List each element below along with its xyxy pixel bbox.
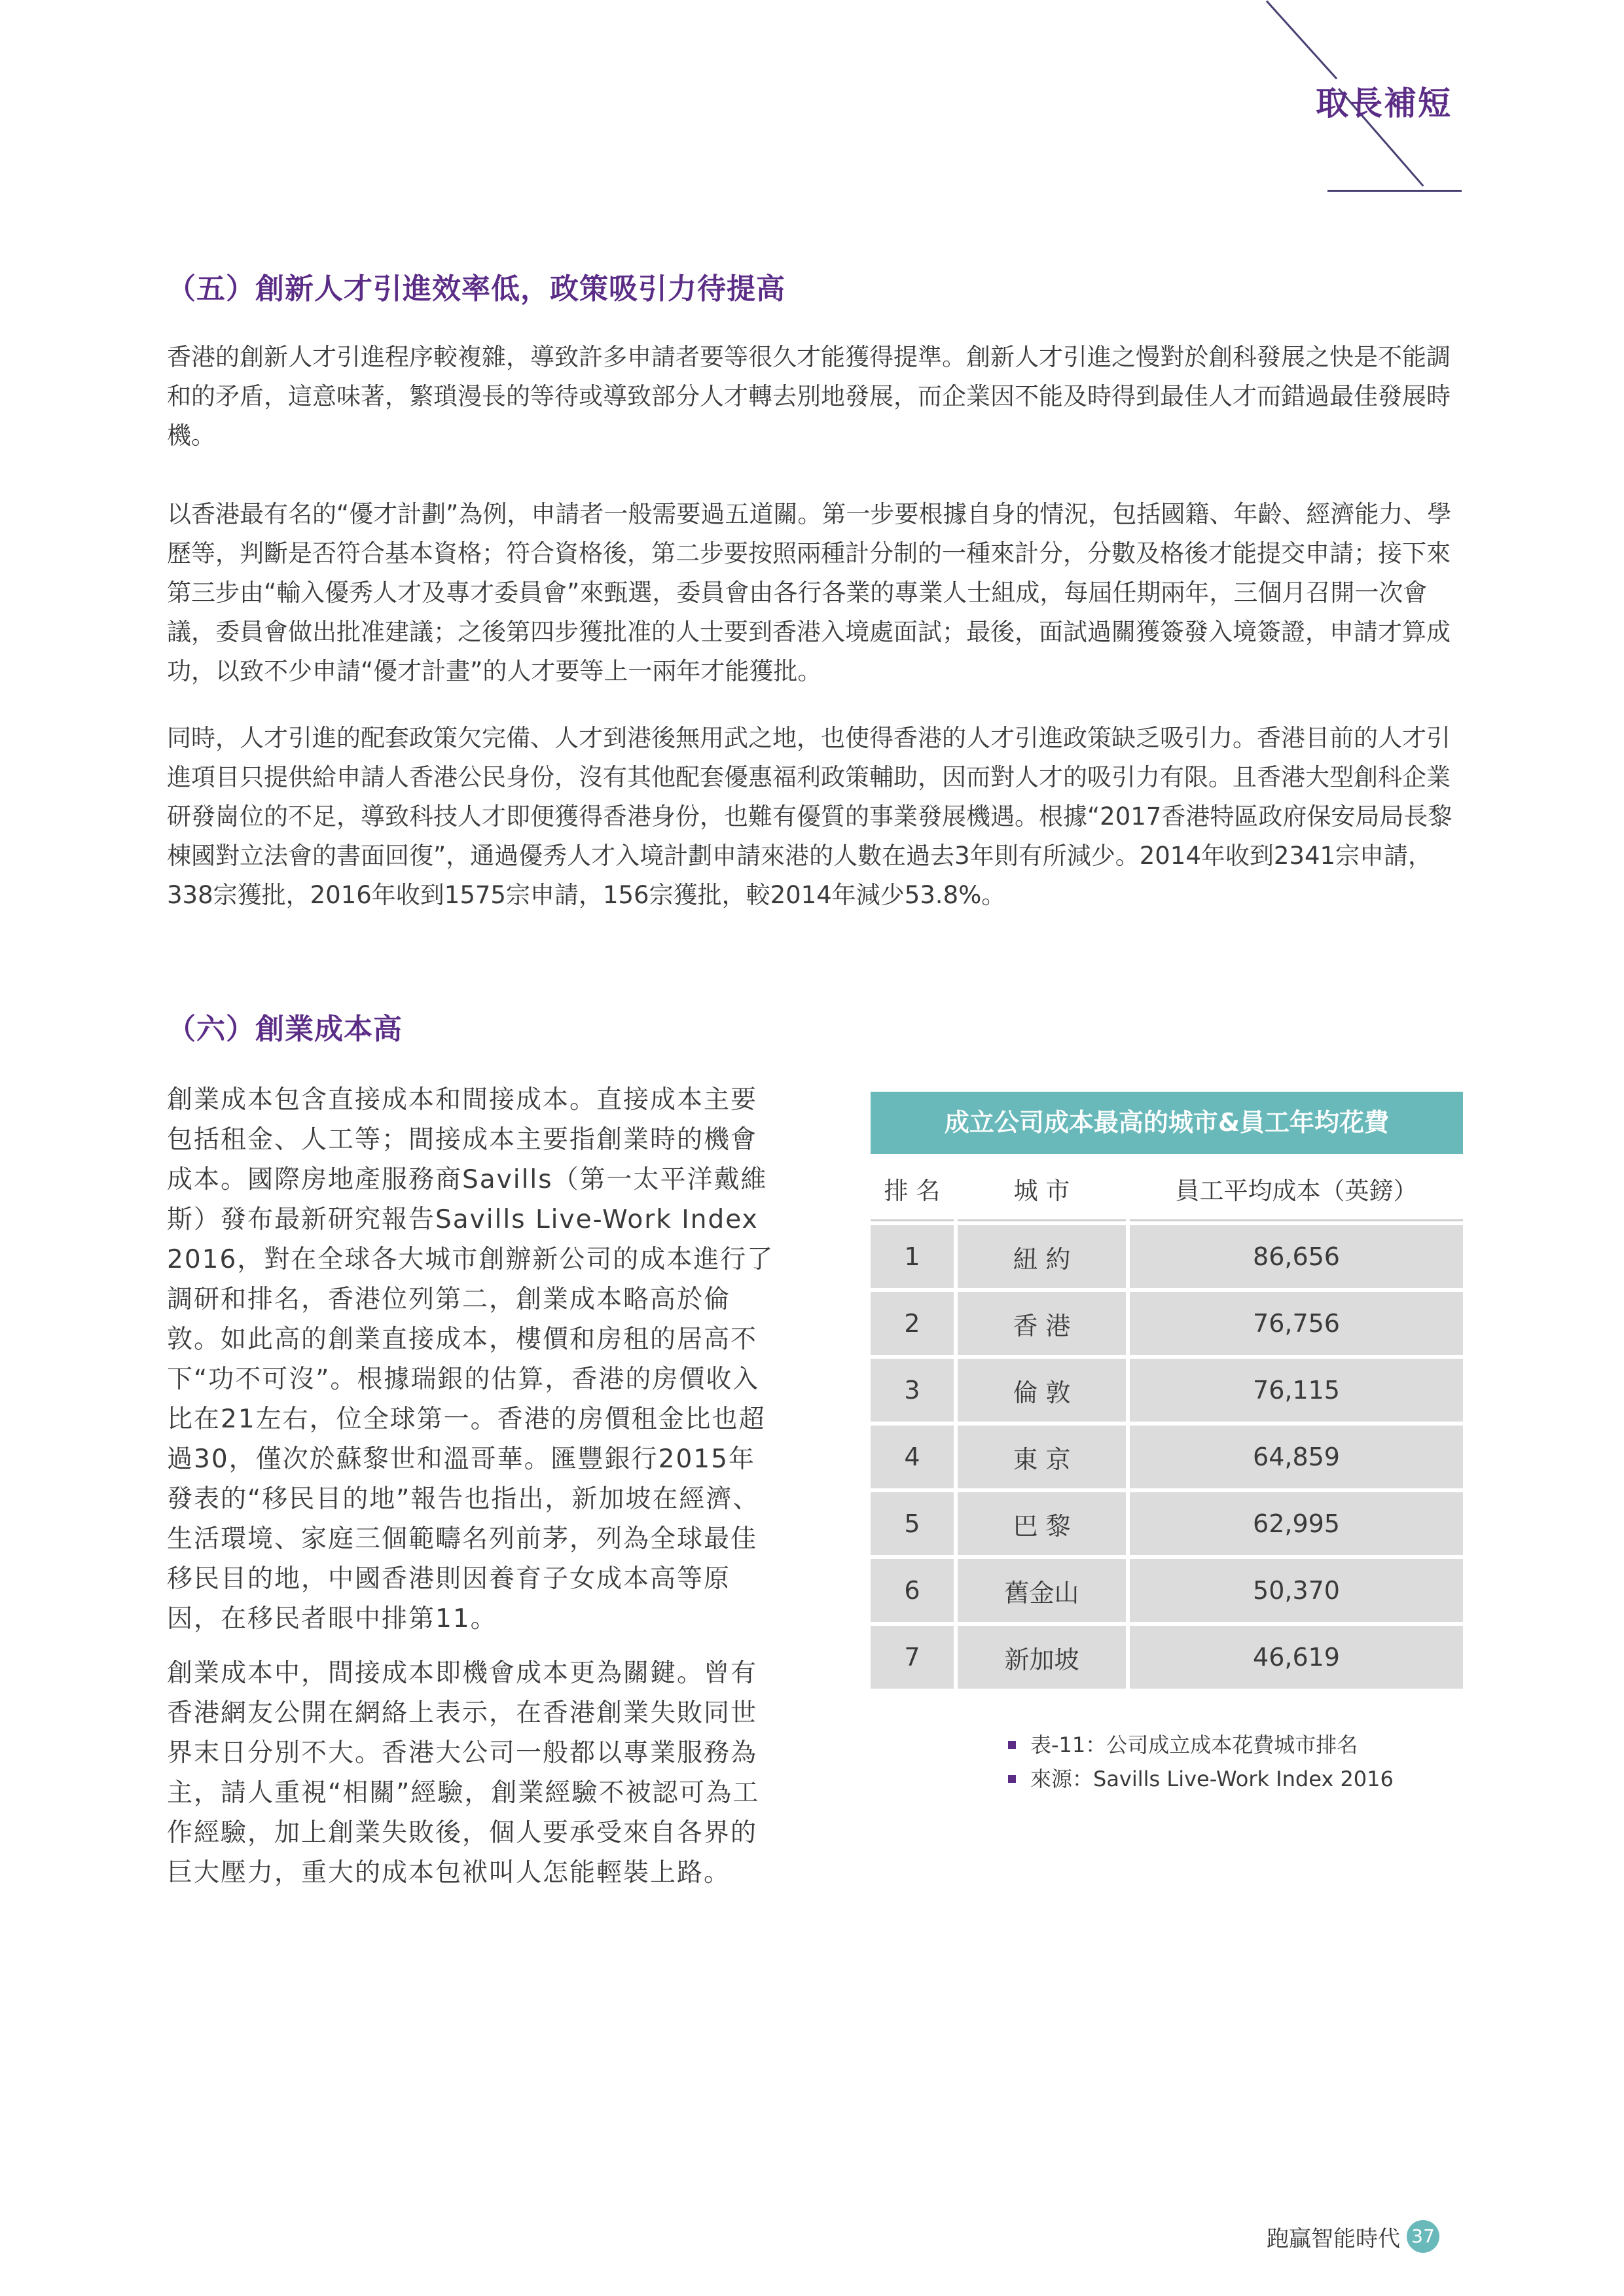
city-cell: 倫 敦 xyxy=(958,1359,1126,1422)
section6-heading: （六）創業成本高 xyxy=(167,1013,403,1046)
header-cost: 員工平均成本（英鎊） xyxy=(1130,1158,1463,1221)
table-row xyxy=(871,1359,1463,1422)
rank-cell: 3 xyxy=(871,1359,954,1422)
corner-diagonal-top xyxy=(1266,0,1337,79)
city-cell: 東 京 xyxy=(958,1426,1126,1488)
cost-table xyxy=(867,1154,1467,1693)
section6-paragraph-1: 創業成本包含直接成本和間接成本。直接成本主要包括租金、人工等；間接成本主要指創業時的機會成本。國際房地產服務商Savills（第一太平洋戴維斯）發布最新研究報告Savills Live-Work Index 2016，對在全球各大城市創辦新公司的成本進行了調研和排名，香港位列第二，創業成本略高於倫敦。如此高的創業直接成本，樓價和房租的居高不下“功不可沒”。根據瑞銀的估算，香港的房價收入比在21左右，位全球第一。香港的房價租金比也超過30，僅次於蘇黎世和溫哥華。匯豐銀行2015年發表的“移民目的地”報告也指出，新加坡在經濟、生活環境、家庭三個範疇名列前茅，列為全球最佳移民目的地，中國香港則因養育子女成本高等原因，在移民者眼中排第11。 xyxy=(167,1085,774,1634)
rank-cell: 2 xyxy=(871,1292,954,1355)
city-cell: 巴 黎 xyxy=(958,1492,1126,1555)
header-city: 城 市 xyxy=(958,1158,1126,1221)
table-row xyxy=(871,1292,1463,1355)
rank-cell: 5 xyxy=(871,1492,954,1555)
table-row xyxy=(871,1426,1463,1488)
table-notes xyxy=(1008,1728,1394,1796)
rank-cell: 6 xyxy=(871,1559,954,1622)
cost-cell: 64,859 xyxy=(1130,1426,1463,1488)
table-row xyxy=(871,1626,1463,1689)
section5-heading: （五）創新人才引進效率低，政策吸引力待提高 xyxy=(167,272,785,306)
rank-cell: 4 xyxy=(871,1426,954,1488)
table-caption xyxy=(1008,1728,1394,1762)
table-title: 成立公司成本最高的城市&員工年均花費 xyxy=(871,1092,1463,1154)
cost-ranking-table xyxy=(871,1092,1463,1693)
cost-cell: 62,995 xyxy=(1130,1492,1463,1555)
cost-cell: 76,115 xyxy=(1130,1359,1463,1422)
footer-title: 跑贏智能時代 xyxy=(1267,2225,1400,2252)
table-source xyxy=(1008,1762,1394,1796)
table-row xyxy=(871,1492,1463,1555)
city-cell: 舊金山 xyxy=(958,1559,1126,1622)
section-tag: 取長補短 xyxy=(1316,84,1452,122)
city-cell: 紐 約 xyxy=(958,1225,1126,1288)
square-bullet-icon xyxy=(1008,1775,1016,1783)
table-row xyxy=(871,1559,1463,1622)
page-number: 37 xyxy=(1407,2220,1439,2253)
table-row xyxy=(871,1225,1463,1288)
section5-paragraph-1: 香港的創新人才引進程序較複雜，導致許多申請者要等很久才能獲得提準。創新人才引進之慢對於創科發展之快是不能調和的矛盾，這意味著，繁瑣漫長的等待或導致部分人才轉去別地發展，而企業因不能及時得到最佳人才而錯過最佳發展時機。 xyxy=(167,343,1451,450)
corner-horizontal-rule xyxy=(1327,190,1462,192)
section6-paragraph-2: 創業成本中，間接成本即機會成本更為關鍵。曾有香港網友公開在網絡上表示，在香港創業失敗同世界末日分別不大。香港大公司一般都以專業服務為主，請人重視“相關”經驗，創業經驗不被認可為工作經驗，加上創業失敗後，個人要承受來自各界的巨大壓力，重大的成本包袱叫人怎能輕裝上路。 xyxy=(167,1659,760,1888)
section5-paragraph-2: 以香港最有名的“優才計劃”為例，申請者一般需要過五道關。第一步要根據自身的情況，包括國籍、年齡、經濟能力、學歷等，判斷是否符合基本資格；符合資格後，第二步要按照兩種計分制的一種來計分，分數及格後才能提交申請；接下來第三步由“輸入優秀人才及專才委員會”來甄選，委員會由各行各業的專業人士組成，每屆任期兩年，三個月召開一次會議，委員會做出批准建議；之後第四步獲批准的人士要到香港入境處面試；最後，面試過關獲簽發入境簽證，申請才算成功，以致不少申請“優才計畫”的人才要等上一兩年才能獲批。 xyxy=(167,500,1452,685)
header-rank: 排 名 xyxy=(871,1158,954,1221)
rank-cell: 7 xyxy=(871,1626,954,1689)
cost-cell: 86,656 xyxy=(1130,1225,1463,1288)
rank-cell: 1 xyxy=(871,1225,954,1288)
cost-cell: 46,619 xyxy=(1130,1626,1463,1689)
cost-cell: 76,756 xyxy=(1130,1292,1463,1355)
page-footer xyxy=(1267,2220,1439,2253)
cost-cell: 50,370 xyxy=(1130,1559,1463,1622)
caption-text: 表-11：公司成立成本花費城市排名 xyxy=(1030,1732,1358,1757)
square-bullet-icon xyxy=(1008,1741,1016,1749)
city-cell: 新加坡 xyxy=(958,1626,1126,1689)
table-header-row xyxy=(871,1158,1463,1221)
section5-paragraph-3: 同時，人才引進的配套政策欠完備、人才到港後無用武之地，也使得香港的人才引進政策缺乏吸引力。香港目前的人才引進項目只提供給申請人香港公民身份，沒有其他配套優惠福利政策輔助，因而對人才的吸引力有限。且香港大型創科企業研發崗位的不足，導致科技人才即便獲得香港身份，也難有優質的事業發展機遇。根據“2017香港特區政府保安局局長黎棟國對立法會的書面回復”，通過優秀人才入境計劃申請來港的人數在過去3年則有所減少。2014年收到2341宗申請，338宗獲批，2016年收到1575宗申請，156宗獲批，較2014年減少53.8%。 xyxy=(167,724,1453,909)
city-cell: 香 港 xyxy=(958,1292,1126,1355)
source-text: 來源：Savills Live-Work Index 2016 xyxy=(1030,1767,1394,1791)
